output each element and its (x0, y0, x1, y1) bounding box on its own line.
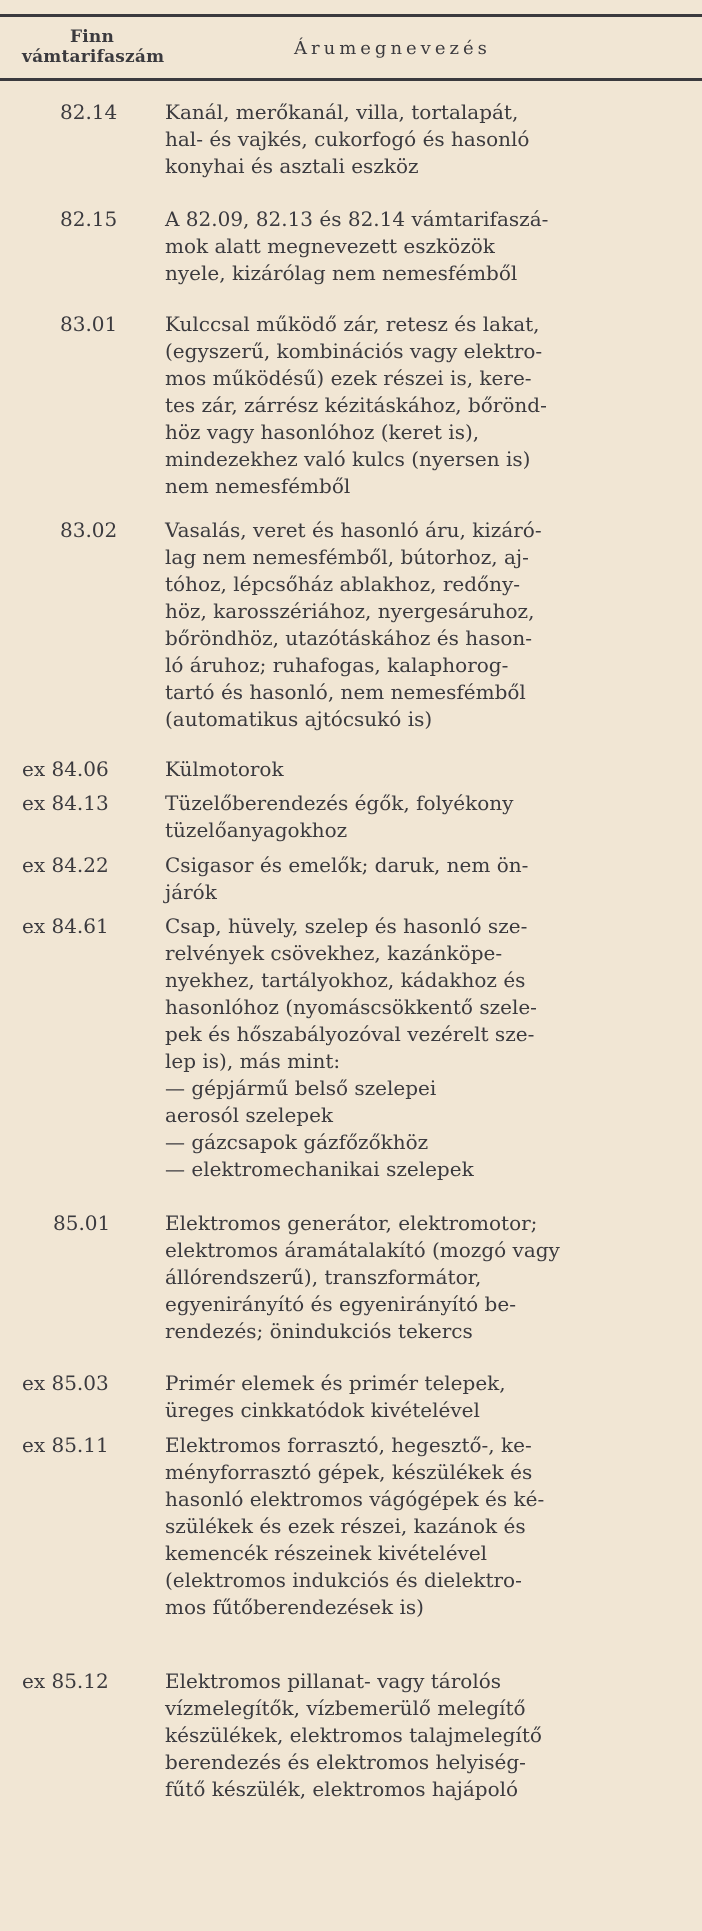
description-line: konyhai és asztali eszköz (165, 154, 419, 178)
header-bottom-rule (0, 78, 702, 81)
column-header-code (22, 27, 165, 67)
description-line: nyele, kizárólag nem nemesfémből (165, 261, 518, 285)
goods-description (165, 311, 697, 500)
description-line: Kanál, merőkanál, villa, tortalapát, (165, 100, 519, 124)
description-line: (egyszerű, kombinációs vagy elektro- (165, 339, 543, 363)
tariff-code: 85.01 (53, 1211, 111, 1235)
goods-description (165, 1210, 697, 1345)
description-line: höz, karosszériához, nyergesáruhoz, (165, 599, 535, 623)
description-line: — gépjármű belső szelepei (165, 1076, 437, 1100)
description-line: hasonlóhoz (nyomáscsökkentő szele- (165, 995, 537, 1019)
description-line: hal- és vajkés, cukorfogó és hasonló (165, 127, 530, 151)
tariff-code: ex 84.06 (22, 757, 109, 781)
description-line: állórendszerű), transzformátor, (165, 1265, 482, 1289)
description-line: tüzelőanyagokhoz (165, 818, 348, 842)
tariff-code: ex 85.11 (22, 1433, 109, 1457)
tariff-code: 83.02 (60, 518, 118, 542)
goods-description (165, 756, 697, 783)
column-header-code-line1: Finn (69, 27, 115, 47)
goods-description (165, 517, 697, 733)
description-line: szülékek és ezek részei, kazánok és (165, 1514, 526, 1538)
description-line: rendezés; önindukciós tekercs (165, 1319, 473, 1343)
description-line: lag nem nemesfémből, bútorhoz, aj- (165, 545, 529, 569)
goods-description (165, 852, 697, 906)
description-line: ló áruhoz; ruhafogas, kalaphorog- (165, 653, 509, 677)
description-line: (automatikus ajtócsukó is) (165, 707, 433, 731)
description-line: — elektromechanikai szelepek (165, 1157, 474, 1181)
description-line: járók (165, 880, 217, 904)
description-line: elektromos áramátalakító (mozgó vagy (165, 1238, 560, 1262)
description-line: (elektromos indukciós és dielektro- (165, 1568, 522, 1592)
tariff-code: ex 84.61 (22, 914, 109, 938)
goods-description (165, 790, 697, 844)
description-line: — gázcsapok gázfőzőkhöz (165, 1130, 429, 1154)
description-line: Vasalás, veret és hasonló áru, kizáró- (165, 518, 542, 542)
description-line: készülékek, elektromos talajmelegítő (165, 1723, 542, 1747)
description-line: nyekhez, tartályokhoz, kádakhoz és (165, 968, 526, 992)
goods-description (165, 206, 697, 287)
description-line: berendezés és elektromos helyiség- (165, 1750, 526, 1774)
description-line: bőröndhöz, utazótáskához és hason- (165, 626, 533, 650)
description-line: höz vagy hasonlóhoz (keret is), (165, 420, 480, 444)
description-line: tes zár, zárrész kézitáskához, bőrönd- (165, 393, 547, 417)
tariff-code: ex 84.22 (22, 853, 109, 877)
goods-description (165, 1432, 697, 1621)
description-line: Primér elemek és primér telepek, (165, 1371, 506, 1395)
description-line: mok alatt megnevezett eszközök (165, 234, 495, 258)
tariff-code: 82.15 (60, 207, 118, 231)
description-line: Elektromos pillanat- vagy tárolós (165, 1669, 502, 1693)
goods-description (165, 99, 697, 180)
description-line: Tüzelőberendezés égők, folyékony (165, 791, 514, 815)
goods-description (165, 1370, 697, 1424)
description-line: tóhoz, lépcsőház ablakhoz, redőny- (165, 572, 521, 596)
description-line: Elektromos generátor, elektromotor; (165, 1211, 538, 1235)
tariff-code: 82.14 (60, 100, 118, 124)
description-line: fűtő készülék, elektromos hajápoló (165, 1777, 519, 1801)
description-line: Elektromos forrasztó, hegesztő-, ke- (165, 1433, 532, 1457)
goods-description (165, 1668, 697, 1803)
description-line: vízmelegítők, vízbemerülő melegítő (165, 1696, 526, 1720)
description-line: hasonló elektromos vágógépek és ké- (165, 1487, 545, 1511)
description-line: egyenirányító és egyenirányító be- (165, 1292, 516, 1316)
column-header-description: Árumegnevezés (294, 38, 491, 59)
tariff-code: ex 84.13 (22, 791, 109, 815)
description-line: mos fűtőberendezések is) (165, 1595, 424, 1619)
description-line: ményforrasztó gépek, készülékek és (165, 1460, 533, 1484)
description-line: nem nemesfémből (165, 474, 351, 498)
description-line: tartó és hasonló, nem nemesfémből (165, 680, 526, 704)
description-line: Csigasor és emelők; daruk, nem ön- (165, 853, 529, 877)
description-line: mos működésű) ezek részei is, kere- (165, 366, 532, 390)
description-line: Külmotorok (165, 757, 284, 781)
description-line: mindezekhez való kulcs (nyersen is) (165, 447, 531, 471)
column-header-code-line2: vámtarifaszám (22, 47, 165, 67)
description-line: A 82.09, 82.13 és 82.14 vámtarifaszá- (165, 207, 549, 231)
tariff-code: 83.01 (60, 312, 118, 336)
description-line: üreges cinkkatódok kivételével (165, 1398, 480, 1422)
tariff-code: ex 85.12 (22, 1669, 109, 1693)
description-line: Kulccsal működő zár, retesz és lakat, (165, 312, 540, 336)
tariff-code: ex 85.03 (22, 1371, 109, 1395)
description-line: kemencék részeinek kivételével (165, 1541, 488, 1565)
description-line: pek és hőszabályozóval vezérelt sze- (165, 1022, 535, 1046)
description-line: relvények csövekhez, kazánköpe- (165, 941, 503, 965)
description-line: lep is), más mint: (165, 1049, 341, 1073)
description-line: aerosól szelepek (165, 1103, 334, 1127)
header-top-rule (0, 14, 702, 17)
description-line: Csap, hüvely, szelep és hasonló sze- (165, 914, 528, 938)
goods-description (165, 913, 697, 1183)
